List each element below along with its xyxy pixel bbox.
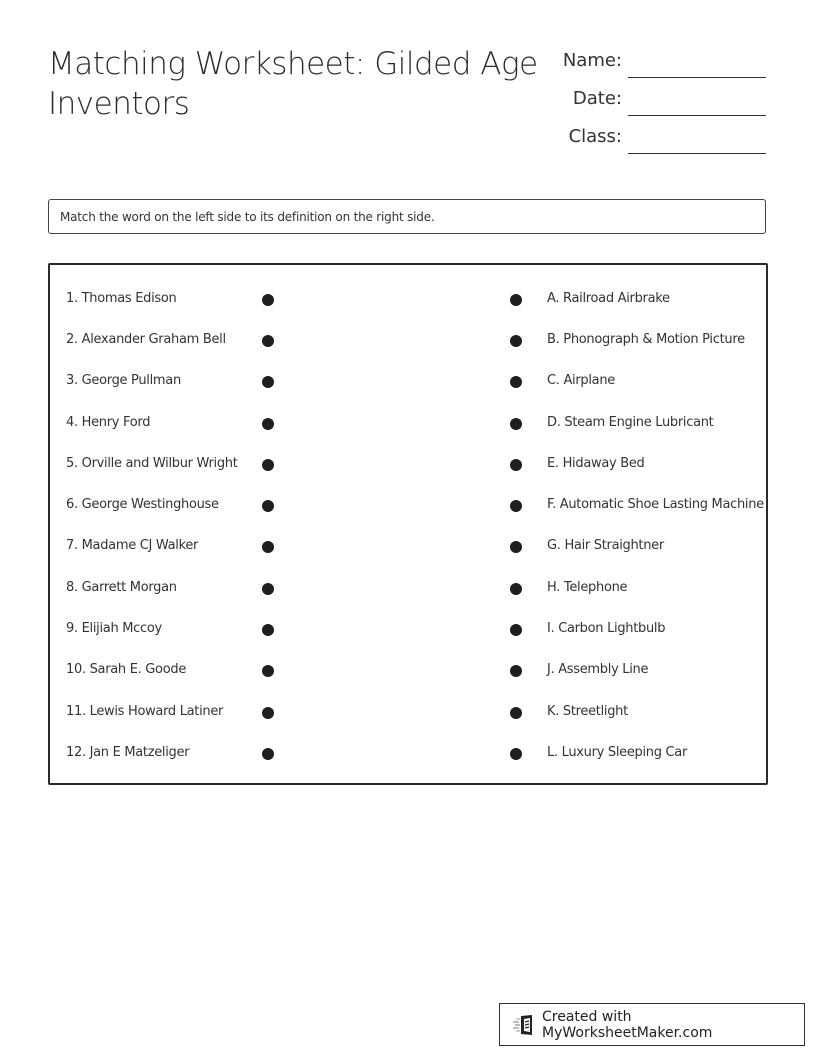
match-row xyxy=(50,578,766,598)
definition: C. Airplane xyxy=(547,373,615,388)
definition: B. Phonograph & Motion Picture xyxy=(547,332,745,347)
term-dot-icon[interactable] xyxy=(262,335,274,347)
name-label: Name: xyxy=(562,50,622,71)
definition-dot-icon[interactable] xyxy=(510,707,522,719)
match-row xyxy=(50,743,766,763)
definition-dot-icon[interactable] xyxy=(510,335,522,347)
term-dot-icon[interactable] xyxy=(262,418,274,430)
definition: F. Automatic Shoe Lasting Machine xyxy=(547,497,764,512)
matching-box xyxy=(48,263,768,785)
term-dot-icon[interactable] xyxy=(262,500,274,512)
term-dot-icon[interactable] xyxy=(262,665,274,677)
match-row xyxy=(50,371,766,391)
term: 9. Elijiah Mccoy xyxy=(66,621,162,636)
definition-dot-icon[interactable] xyxy=(510,665,522,677)
match-row xyxy=(50,660,766,680)
term-dot-icon[interactable] xyxy=(262,748,274,760)
term: 1. Thomas Edison xyxy=(66,291,177,306)
definition-dot-icon[interactable] xyxy=(510,541,522,553)
date-label: Date: xyxy=(572,88,622,109)
definition-dot-icon[interactable] xyxy=(510,624,522,636)
class-blank-line[interactable] xyxy=(628,135,766,154)
definition: A. Railroad Airbrake xyxy=(547,291,670,306)
class-label: Class: xyxy=(568,126,622,147)
definition: J. Assembly Line xyxy=(547,662,649,677)
match-row xyxy=(50,536,766,556)
term-dot-icon[interactable] xyxy=(262,294,274,306)
term: 12. Jan E Matzeliger xyxy=(66,745,190,760)
footer-text: Created with MyWorksheetMaker.com xyxy=(542,1008,713,1041)
definition-dot-icon[interactable] xyxy=(510,376,522,388)
term: 10. Sarah E. Goode xyxy=(66,662,187,677)
definition: I. Carbon Lightbulb xyxy=(547,621,666,636)
definition-dot-icon[interactable] xyxy=(510,500,522,512)
date-blank-line[interactable] xyxy=(628,97,766,116)
match-row xyxy=(50,454,766,474)
term: 11. Lewis Howard Latiner xyxy=(66,704,224,719)
definition: H. Telephone xyxy=(547,580,628,595)
match-row xyxy=(50,619,766,639)
term: 7. Madame CJ Walker xyxy=(66,538,199,553)
name-blank-line[interactable] xyxy=(628,59,766,78)
definition-dot-icon[interactable] xyxy=(510,748,522,760)
match-row xyxy=(50,495,766,515)
definition: D. Steam Engine Lubricant xyxy=(547,415,714,430)
term: 2. Alexander Graham Bell xyxy=(66,332,226,347)
term-dot-icon[interactable] xyxy=(262,624,274,636)
instructions-text: Match the word on the left side to its definition on the right side. xyxy=(60,209,435,224)
definition-dot-icon[interactable] xyxy=(510,294,522,306)
term-dot-icon[interactable] xyxy=(262,376,274,388)
term: 4. Henry Ford xyxy=(66,415,151,430)
match-row xyxy=(50,702,766,722)
term: 6. George Westinghouse xyxy=(66,497,219,512)
definition-dot-icon[interactable] xyxy=(510,418,522,430)
term: 3. George Pullman xyxy=(66,373,181,388)
match-row xyxy=(50,289,766,309)
term-dot-icon[interactable] xyxy=(262,459,274,471)
footer-badge[interactable] xyxy=(499,1003,805,1046)
worksheet-title: Matching Worksheet: Gilded Age Inventors xyxy=(48,46,538,122)
class-field[interactable] xyxy=(562,126,766,148)
definition-dot-icon[interactable] xyxy=(510,459,522,471)
term: 8. Garrett Morgan xyxy=(66,580,177,595)
definition-dot-icon[interactable] xyxy=(510,583,522,595)
worksheet-maker-logo-icon xyxy=(512,1014,536,1036)
date-field[interactable] xyxy=(562,88,766,110)
term: 5. Orville and Wilbur Wright xyxy=(66,456,238,471)
definition: K. Streetlight xyxy=(547,704,628,719)
instructions-box xyxy=(48,199,766,234)
name-field[interactable] xyxy=(562,50,766,72)
definition: E. Hidaway Bed xyxy=(547,456,645,471)
term-dot-icon[interactable] xyxy=(262,541,274,553)
definition: L. Luxury Sleeping Car xyxy=(547,745,687,760)
term-dot-icon[interactable] xyxy=(262,707,274,719)
match-row xyxy=(50,413,766,433)
term-dot-icon[interactable] xyxy=(262,583,274,595)
match-row xyxy=(50,330,766,350)
definition: G. Hair Straightner xyxy=(547,538,664,553)
